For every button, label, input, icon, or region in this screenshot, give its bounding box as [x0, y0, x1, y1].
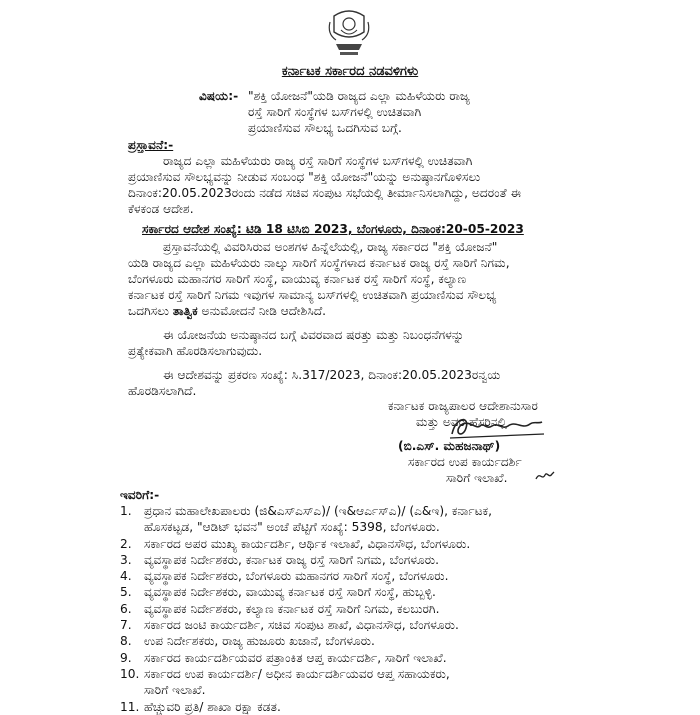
order-para1-line-3: ಬೆಂಗಳೂರು ಮಹಾನಗರ ಸಾರಿಗೆ ಸಂಸ್ಥೆ, ವಾಯುವ್ಯ ಕರ್ನಾಟಕ ರಸ್ತೆ ಸಾರಿಗೆ ಸಂಸ್ಥೆ, ಕಲ್ಯಾಣ: [128, 272, 467, 286]
list-item: 10. ಸರ್ಕಾರದ ಉಪ ಕಾರ್ಯದರ್ಶಿ/ ಅಧೀನ ಕಾರ್ಯದರ್ಶಿಯವರ ಆಪ್ತ ಸಹಾಯಕರು, ಸಾರಿಗೆ ಇಲಾಖೆ.: [120, 666, 450, 698]
initials-scribble-icon: [534, 469, 556, 483]
subject-line-2: ರಸ್ತೆ ಸಾರಿಗೆ ಸಂಸ್ಥೆಗಳ ಬಸ್‌ಗಳಲ್ಲಿ ಉಚಿತವಾಗಿ: [248, 105, 422, 119]
list-item: 6. ವ್ಯವಸ್ಥಾಪಕ ನಿರ್ದೇಶಕರು, ಕಲ್ಯಾಣ ಕರ್ನಾಟಕ ರಸ್ತೆ ಸಾರಿಗೆ ನಿಗಮ, ಕಲಬುರಗಿ.: [120, 601, 440, 616]
list-item: 9. ಸರ್ಕಾರದ ಕಾರ್ಯದರ್ಶಿಯವರ ಪತ್ರಾಂಕಿತ ಆಪ್ತ ಕಾರ್ಯದರ್ಶಿ, ಸಾರಿಗೆ ಇಲಾಖೆ.: [120, 650, 447, 665]
tatvika-bold-word: ತಾತ್ವಿಕ: [172, 304, 198, 318]
recipient-list: [120, 503, 680, 715]
order-para1-line-1: ಪ್ರಸ್ತಾವನೆಯಲ್ಲಿ ವಿವರಿಸಿರುವ ಅಂಶಗಳ ಹಿನ್ನೆಲೆಯಲ್ಲಿ, ರಾಜ್ಯ ಸರ್ಕಾರದ "ಶಕ್ತಿ ಯೋಜನೆ": [163, 240, 498, 254]
list-item: 4. ವ್ಯವಸ್ಥಾಪಕ ನಿರ್ದೇಶಕರು, ಬೆಂಗಳೂರು ಮಹಾನಗರ ಸಾರಿಗೆ ಸಂಸ್ಥೆ, ಬೆಂಗಳೂರು.: [120, 569, 449, 584]
signatory-designation: ಸರ್ಕಾರದ ಉಪ ಕಾರ್ಯದರ್ಶಿ: [408, 455, 522, 469]
recipients-label: ಇವರಿಗೆ:-: [120, 488, 160, 502]
list-item: 3. ವ್ಯವಸ್ಥಾಪಕ ನಿರ್ದೇಶಕರು, ಕರ್ನಾಟಕ ರಾಜ್ಯ ರಸ್ತೆ ಸಾರಿಗೆ ನಿಗಮ, ಬೆಂಗಳೂರು.: [120, 552, 439, 567]
preamble-line-4: ಕೆಳಕಂಡ ಆದೇಶ.: [128, 202, 194, 216]
signature-authority-line: ಕರ್ನಾಟಕ ರಾಜ್ಯಪಾಲರ ಆದೇಶಾನುಸಾರ: [388, 399, 538, 413]
order-para1-line-4: ಕರ್ನಾಟಕ ರಸ್ತೆ ಸಾರಿಗೆ ನಿಗಮ ಇವುಗಳ ಸಾಮಾನ್ಯ ಬಸ್‌ಗಳಲ್ಲಿ ಉಚಿತವಾಗಿ ಪ್ರಯಾಣಿಸುವ ಸೌಲಭ್ಯ: [128, 288, 497, 302]
list-item: 7. ಸರ್ಕಾರದ ಜಂಟಿ ಕಾರ್ಯದರ್ಶಿ, ಸಚಿವ ಸಂಪುಟ ಶಾಖೆ, ವಿಧಾನಸೌಧ, ಬೆಂಗಳೂರು.: [120, 618, 459, 633]
order-para2-line-1: ಈ ಯೋಜನೆಯ ಅನುಷ್ಠಾನದ ಬಗ್ಗೆ ವಿವರವಾದ ಷರತ್ತು ಮತ್ತು ನಿಬಂಧನೆಗಳನ್ನು: [163, 328, 465, 342]
page-title: ಕರ್ನಾಟಕ ಸರ್ಕಾರದ ನಡವಳಿಗಳು: [281, 64, 419, 79]
subject-line-1: "ಶಕ್ತಿ ಯೋಜನೆ"ಯಡಿ ರಾಜ್ಯದ ಎಲ್ಲಾ ಮಹಿಳೆಯರು ರಾಜ್ಯ: [248, 89, 470, 103]
order-number: ಸರ್ಕಾರದ ಆದೇಶ ಸಂಖ್ಯೆ: ಟಿಡಿ 18 ಟಿಸಿಬಿ 2023, ಬೆಂಗಳೂರು, ದಿನಾಂಕ:20-05-2023: [142, 222, 524, 236]
subject-label: ವಿಷಯ:-: [199, 89, 239, 103]
list-item: 5. ವ್ಯವಸ್ಥಾಪಕ ನಿರ್ದೇಶಕರು, ವಾಯುವ್ಯ ಕರ್ನಾಟಕ ರಸ್ತೆ ಸಾರಿಗೆ ಸಂಸ್ಥೆ, ಹುಬ್ಬಳ್ಳಿ.: [120, 585, 436, 600]
karnataka-emblem-icon: [326, 8, 372, 58]
signatory-name: (ಬಿ.ಎಸ್. ಮಹಜನಾಥ್): [398, 439, 501, 453]
list-item: 11. ಹೆಚ್ಚುವರಿ ಪ್ರತಿ/ ಶಾಖಾ ರಕ್ಷಾ ಕಡತ.: [120, 699, 281, 714]
subject-line-3: ಪ್ರಯಾಣಿಸುವ ಸೌಲಭ್ಯ ಒದಗಿಸುವ ಬಗ್ಗೆ.: [248, 121, 402, 135]
order-para2-line-2: ಪ್ರತ್ಯೇಕವಾಗಿ ಹೊರಡಿಸಲಾಗುವುದು.: [128, 344, 263, 358]
list-item: 2. ಸರ್ಕಾರದ ಅಪರ ಮುಖ್ಯ ಕಾರ್ಯದರ್ಶಿ, ಆರ್ಥಿಕ ಇಲಾಖೆ, ವಿಧಾನಸೌಧ, ಬೆಂಗಳೂರು.: [120, 536, 471, 551]
order-para1-line-5: ಒದಗಿಸಲು ತಾತ್ವಿಕ ಅನುಮೋದನೆ ನೀಡಿ ಆದೇಶಿಸಿದೆ.: [128, 304, 327, 318]
preamble-line-2: ಪ್ರಯಾಣಿಸುವ ಸೌಲಭ್ಯವನ್ನು ನೀಡುವ ಸಂಬಂಧ "ಶಕ್ತಿ ಯೋಜನೆ"ಯನ್ನು ಅನುಷ್ಠಾನಗೊಳಿಸಲು: [128, 170, 481, 184]
signatory-department: ಸಾರಿಗೆ ಇಲಾಖೆ.: [446, 471, 508, 485]
order-para3-line-2: ಹೊರಡಿಸಲಾಗಿದೆ.: [128, 384, 197, 398]
signature-name-line: ಮತ್ತು ಅವರ ಹೆಸರಿನಲ್ಲಿ: [416, 415, 507, 429]
preamble-line-3: ದಿನಾಂಕ:20.05.2023ರಂದು ನಡೆದ ಸಚಿವ ಸಂಪುಟ ಸಭೆಯಲ್ಲಿ ತೀರ್ಮಾನಿಸಲಾಗಿದ್ದು, ಅದರಂತೆ ಈ: [128, 186, 522, 200]
list-item: 1. ಪ್ರಧಾನ ಮಹಾಲೇಖಪಾಲರು (ಜಿ&ಎಸ್ಎಸ್ಎ)/ (ಇ&ಆರ್ಎಸ್ಎ)/ (ಎ&ಇ), ಕರ್ನಾಟಕ, ಹೊಸಕಟ್ಟಡ, "ಆಡಿಟ್ ಭವನ" ಅಂಚೆ ಪೆಟ್ಟಿಗೆ ಸಂಖ್ಯೆ: 5398, ಬೆಂಗಳೂರು.: [120, 504, 493, 535]
preamble-label: ಪ್ರಸ್ತಾವನೆ:-: [128, 138, 174, 152]
order-para1-line-2: ಯಡಿ ರಾಜ್ಯದ ಎಲ್ಲಾ ಮಹಿಳೆಯರು ನಾಲ್ಕು ಸಾರಿಗೆ ಸಂಸ್ಥೆಗಳಾದ ಕರ್ನಾಟಕ ರಾಜ್ಯ ರಸ್ತೆ ಸಾರಿಗೆ ನಿಗಮ,: [128, 256, 510, 270]
order-para3-line-1: ಈ ಆದೇಶವನ್ನು ಪ್ರಕರಣ ಸಂಖ್ಯೆ: ಸಿ.317/2023, ದಿನಾಂಕ:20.05.2023ರನ್ವಯ: [163, 368, 501, 382]
preamble-line-1: ರಾಜ್ಯದ ಎಲ್ಲಾ ಮಹಿಳೆಯರು ರಾಜ್ಯ ರಸ್ತೆ ಸಾರಿಗೆ ಸಂಸ್ಥೆಗಳ ಬಸ್‌ಗಳಲ್ಲಿ ಉಚಿತವಾಗಿ: [163, 154, 473, 168]
list-item: 8. ಉಪ ನಿರ್ದೇಶಕರು, ರಾಜ್ಯ ಹುಜೂರು ಖಜಾನೆ, ಬೆಂಗಳೂರು.: [120, 634, 375, 649]
